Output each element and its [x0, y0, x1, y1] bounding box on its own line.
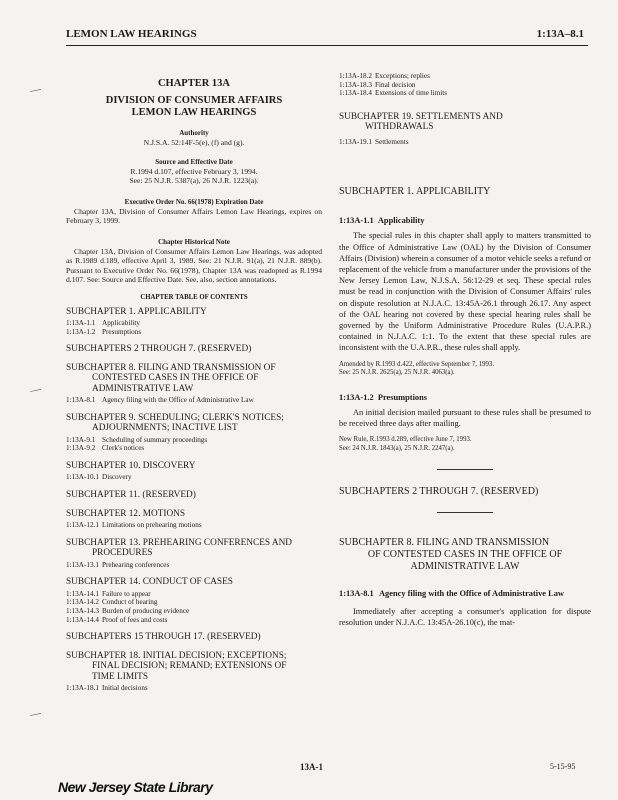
right-column: [339, 72, 591, 628]
punch-mark: —: [28, 382, 43, 398]
toc-subchapter: SUBCHAPTER 9. SCHEDULING; CLERK'S NOTICES; ADJOURNMENTS; INACTIVE LIST: [66, 412, 284, 434]
subchapter-8-heading: SUBCHAPTER 8. FILING AND TRANSMISSION OF CONTESTED CASES IN THE OFFICE OF ADMINISTRATIVE LAW: [339, 536, 563, 572]
section-1-1-heading: 1:13A-1.1 Applicability: [339, 216, 425, 226]
toc-entry: 1:13A-1.2 Presumptions: [66, 327, 142, 336]
toc-entry: 1:13A-9.1 Scheduling of summary proceedings: [66, 435, 208, 444]
historical-note-heading: Chapter Historical Note: [158, 237, 230, 246]
toc-entry: 1:13A-14.1 Failure to appear: [66, 589, 151, 598]
authority-text: N.J.S.A. 52:14F-5(e), (f) and (g).: [143, 138, 245, 147]
left-column: [66, 72, 322, 693]
toc-entry: 1:13A-19.1 Settlements: [339, 137, 409, 146]
section-1-2-text: An initial decision mailed pursuant to these rules shall be presumed to be received three days after mailing.: [339, 408, 591, 429]
section-8-1-heading: 1:13A-8.1 Agency filing with the Office of Administrative Law: [339, 588, 564, 598]
separator-rule: [437, 469, 493, 470]
toc-subchapter: SUBCHAPTER 1. APPLICABILITY: [66, 306, 207, 317]
toc-continued: [339, 72, 591, 98]
toc-entry: 1:13A-8.1 Agency filing with the Office of Administrative Law: [66, 396, 254, 405]
toc-subchapter: SUBCHAPTER 10. DISCOVERY: [66, 460, 196, 471]
toc-subchapter: SUBCHAPTER 11. (RESERVED): [66, 490, 196, 501]
section-1-1-text: The special rules in this chapter shall apply to matters transmitted to the Office of Administrative Law (OAL) by the Division of Consumer Affairs (Division) wherein a consumer of a motor vehicle seeks a refund or replacement of the vehicle from a manufacturer under the provisions of the New Jersey Lemon Law, N.J.S.A. 56:12-29 et seq. These special rules must be read in conjunction with the Division of Consumer Affairs' rules on dispute resolution at N.J.A.C. 13:45A-26.1 through 26.17. Any aspect of the OAL hearing not covered by these special hearing rules shall be governed by the Uniform Administrative Procedure Rules (U.A.P.R.) contained in N.J.A.C. 1:1. To the extent that these special rules are inconsistent with the U.A.P.R., these rules shall apply.: [339, 231, 591, 353]
section-1-2-heading: 1:13A-1.2 Presumptions: [339, 393, 428, 403]
library-stamp: New Jersey State Library: [58, 779, 213, 795]
chapter-number: CHAPTER 13A: [157, 78, 231, 89]
toc-entry: 1:13A-13.1 Prehearing conferences: [66, 560, 170, 569]
toc-entry: 1:13A-10.1 Discovery: [66, 473, 132, 482]
toc-entry: 1:13A-14.4 Proof of fees and costs: [66, 615, 168, 624]
section-1-2-source: New Rule, R.1993 d.289, effective June 7, 1993. See: 24 N.J.R. 1843(a), 25 N.J.R. 2247(a).: [339, 436, 472, 452]
header-section: 1:13A–8.1: [536, 28, 584, 40]
toc-entry: 1:13A-18.3 Final decision: [339, 80, 416, 89]
executive-order-heading: Executive Order No. 66(1978) Expiration Date: [124, 197, 264, 206]
section-1-1-source: Amended by R.1993 d.422, effective September 7, 1993. See: 25 N.J.R. 2625(a), 25 N.J.R. 4063(a).: [339, 360, 495, 376]
punch-mark: —: [28, 706, 43, 722]
toc-entry: 1:13A-18.2 Exceptions; replies: [339, 72, 430, 80]
running-header: [66, 28, 584, 44]
header-title: LEMON LAW HEARINGS: [66, 28, 197, 40]
toc-entry: 1:13A-18.1 Initial decisions: [66, 684, 148, 693]
table-of-contents: [66, 307, 322, 693]
separator-rule: [437, 512, 493, 513]
toc-entry: 1:13A-14.2 Conduct of hearing: [66, 598, 158, 607]
toc-subchapter: SUBCHAPTER 8. FILING AND TRANSMISSION OF CONTESTED CASES IN THE OFFICE OF ADMINISTRATIVE LAW: [66, 362, 276, 394]
supplement-date: 5-15-95: [550, 762, 576, 771]
toc-subchapter: SUBCHAPTERS 2 THROUGH 7. (RESERVED): [66, 344, 252, 355]
page-number: 13A-1: [300, 762, 323, 772]
authority-heading: Authority: [179, 129, 209, 137]
toc-entry: 1:13A-18.4 Extensions of time limits: [339, 89, 448, 98]
division-name: DIVISION OF CONSUMER AFFAIRS LEMON LAW HEARINGS: [105, 95, 283, 118]
toc-subchapter-19: SUBCHAPTER 19. SETTLEMENTS AND WITHDRAWALS: [339, 111, 503, 133]
toc-subchapter: SUBCHAPTERS 15 THROUGH 17. (RESERVED): [66, 632, 261, 643]
toc-subchapter: SUBCHAPTER 12. MOTIONS: [66, 508, 186, 519]
toc-heading: CHAPTER TABLE OF CONTENTS: [140, 293, 248, 301]
header-rule: [66, 45, 588, 46]
executive-order-text: Chapter 13A, Division of Consumer Affairs Lemon Law Hearings, expires on February 3, 1999.: [66, 206, 322, 225]
toc-subchapter: SUBCHAPTER 13. PREHEARING CONFERENCES AND PROCEDURES: [66, 537, 292, 559]
source-text: See: 25 N.J.R. 5387(a), 26 N.J.R. 1223(a).: [129, 176, 259, 185]
subchapter-1-heading: SUBCHAPTER 1. APPLICABILITY: [339, 186, 491, 198]
section-8-1-text: Immediately after accepting a consumer's application for dispute resolution under N.J.A.C. 13:45A-26.10(c), the mat-: [339, 606, 591, 628]
toc-subchapter: SUBCHAPTER 14. CONDUCT OF CASES: [66, 577, 233, 588]
toc-entry: 1:13A-1.1 Applicability: [66, 319, 140, 327]
toc-entry: 1:13A-9.2 Clerk's notices: [66, 444, 145, 453]
toc-subchapter: SUBCHAPTER 18. INITIAL DECISION; EXCEPTIONS; FINAL DECISION; REMAND; EXTENSIONS OF TIME LIMITS: [66, 650, 287, 682]
toc-entry: 1:13A-12.1 Limitations on prehearing motions: [66, 521, 202, 530]
source-text: R.1994 d.107, effective February 3, 1994.: [130, 166, 258, 176]
punch-mark: —: [28, 82, 43, 98]
subchapters-2-7-heading: SUBCHAPTERS 2 THROUGH 7. (RESERVED): [339, 485, 539, 497]
toc-entry: 1:13A-14.3 Burden of producing evidence: [66, 606, 190, 615]
source-heading: Source and Effective Date: [155, 157, 233, 166]
historical-note-text: Chapter 13A, Division of Consumer Affairs Lemon Law Hearings, was adopted as R.1989 d.189, effective April 3, 1989. See: 21 N.J.R. 91(a), 21 N.J.R. 889(b). Pursuant to Executive Order No. 66(1978), Chapter 13A was readopted as R.1994 d.107. See: Source and Effective Date. See, also, section annotations.: [66, 246, 322, 284]
